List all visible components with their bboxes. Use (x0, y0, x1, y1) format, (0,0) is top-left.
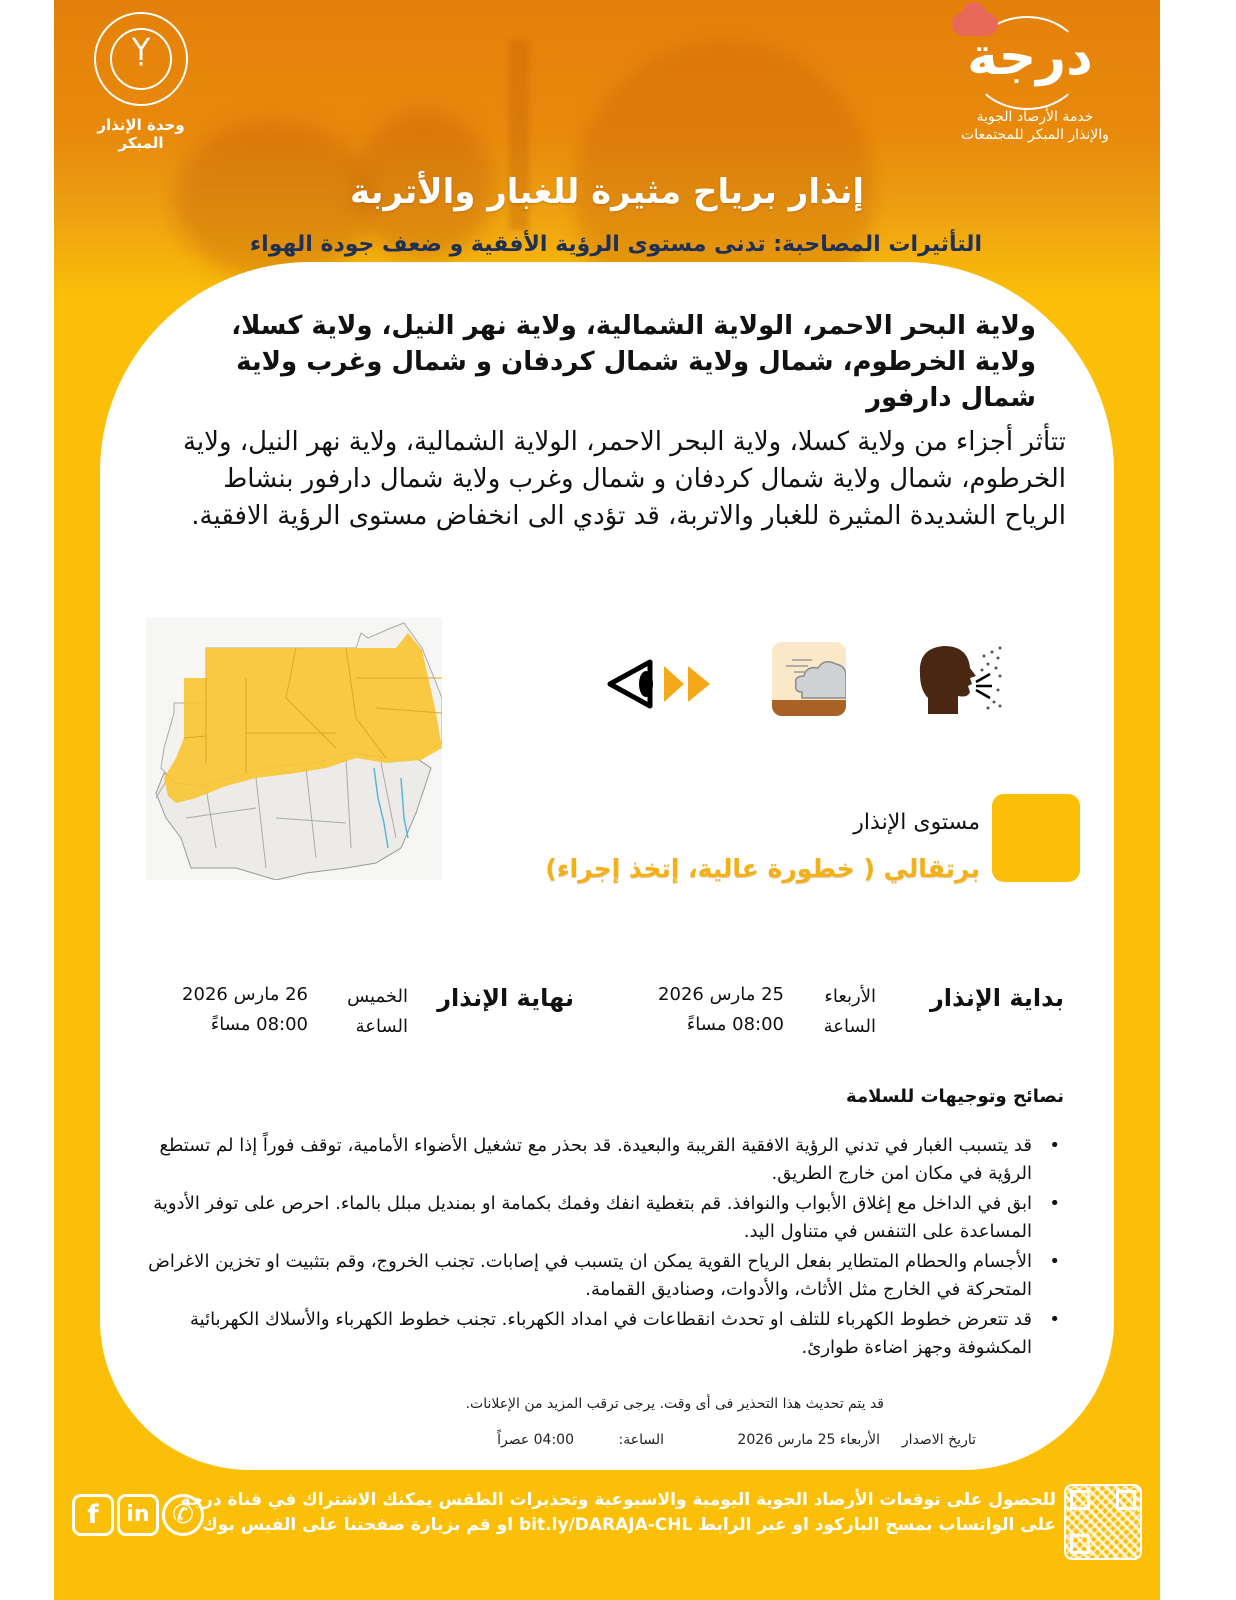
issue-date-value: الأربعاء 25 مارس 2026 (737, 1432, 880, 1448)
warning-title: إنذار برياح مثيرة للغبار والأتربة (349, 172, 865, 212)
meteorological-authority-logo (76, 12, 206, 152)
subscription-footer (54, 1478, 1160, 1578)
warning-period (100, 980, 1114, 1050)
end-day: الخميس (347, 986, 408, 1007)
daraja-brand: درجة (967, 27, 1093, 87)
social-icons (72, 1494, 207, 1540)
safety-advice-title: نصائح وتوجيهات للسلامة (846, 1086, 1064, 1107)
safety-advice-list (140, 1132, 1064, 1364)
associated-effects: التأثيرات المصاحبة: تدنى مستوى الرؤية الأفقية و ضعف جودة الهواء (249, 232, 982, 257)
affected-regions: ولاية البحر الاحمر، الولاية الشمالية، ولاية نهر النيل، ولاية كسلا، ولاية الخرطوم، شمال ولاية شمال كردفان و شمال وغرب ولاية شمال دارفور (231, 311, 1036, 413)
footer-text (181, 1488, 1056, 1538)
start-date: 25 مارس 2026 (658, 984, 784, 1005)
whatsapp-icon[interactable]: ✆ (162, 1494, 204, 1536)
footer-line1: للحصول على توقعات الأرصاد الجوية اليومية والاسبوعية وتحذيرات الطقس يمكنك الاشتراك في قناة درجة (180, 1490, 1056, 1510)
end-heading: نهاية الإنذار (437, 984, 574, 1012)
end-time-label: الساعة (355, 1016, 408, 1037)
warning-poster (54, 0, 1160, 1600)
advice-item: • قد تتعرض خطوط الكهرباء للتلف او تحدث انقطاعات في امداد الكهرباء. تجنب خطوط الكهرباء والأسلاك الكهربائية المكشوفة وجهز اضاءة طوارئ. (140, 1306, 1032, 1362)
warning-level-label: مستوى الإنذار (853, 810, 980, 835)
issue-date-label: تاريخ الاصدار (901, 1432, 976, 1448)
content-card (100, 262, 1114, 1470)
impact-description: تتأثر أجزاء من ولاية كسلا، ولاية البحر الاحمر، الولاية الشمالية، ولاية نهر النيل، ولاية الخرطوم، شمال ولاية شمال كردفان و شمال وغرب ولاية شمال دارفور بنشاط الرياح الشديدة المثيرة للغبار والاتربة، قد تؤدي الى انخفاض مستوى الرؤية الافقية. (182, 427, 1066, 531)
start-heading: بداية الإنذار (929, 984, 1064, 1012)
end-time: 08:00 مساءً (210, 1014, 308, 1035)
sudan-warning-map (146, 618, 442, 880)
advice-item: • قد يتسبب الغبار في تدني الرؤية الافقية القريبة والبعيدة. قد بحذر مع تشغيل الأضواء الأمامية، توقف فوراً إذا لم تستطع الرؤية في مكان امن خارج الطريق. (140, 1132, 1032, 1188)
warning-level-swatch (992, 794, 1080, 882)
warning-level-value: برتقالي ( خطورة عالية، إتخذ إجراء) (545, 854, 980, 883)
issue-info (100, 1432, 1114, 1452)
start-day: الأربعاء (824, 986, 876, 1007)
end-date: 26 مارس 2026 (182, 984, 308, 1005)
channel-link[interactable]: bit.ly/DARAJA-CHL (519, 1515, 693, 1535)
daraja-subtitle: خدمة الأرصاد الجوية والإنذار المبكر للمجتمعات (961, 109, 1109, 143)
issue-time-value: 04:00 عصراً (497, 1432, 574, 1448)
start-time: 08:00 مساءً (686, 1014, 784, 1035)
footer-line2: على الواتساب بمسح الباركود او عبر الرابط bit.ly/DARAJA-CHL او قم بزيارة صفحتنا على الفيس بوك (202, 1515, 1056, 1535)
advice-item: • ابق في الداخل مع إغلاق الأبواب والنوافذ. قم بتغطية انفك وفمك بكمامة او بمنديل مبلل بالماء. احرص على توفر الأدوية المساعدة على التنفس في متناول اليد. (140, 1190, 1032, 1246)
start-time-label: الساعة (823, 1016, 876, 1037)
advice-item: • الأجسام والحطام المتطاير بفعل الرياح القوية يمكن ان يتسبب في إصابات. تجنب الخروج، وقم بتثبيت او تخزين الاغراض المتحركة في الخارج مثل الأثاث، والأدوات، وصناديق القمامة. (140, 1248, 1032, 1304)
update-note: قد يتم تحديث هذا التحذير فى أى وقت. يرجى ترقب المزيد من الإعلانات. (465, 1396, 884, 1412)
early-warning-unit-label: وحدة الإنذار المبكر (97, 116, 185, 152)
linkedin-icon[interactable]: in (117, 1494, 159, 1536)
facebook-icon[interactable]: f (72, 1494, 114, 1536)
dust-storm-icon (772, 642, 846, 716)
daraja-logo (940, 12, 1130, 144)
qr-code[interactable] (1064, 1484, 1142, 1560)
issue-time-label: الساعة: (618, 1432, 664, 1448)
seal-icon: Ỵ (94, 12, 188, 106)
coughing-person-icon (914, 644, 1002, 716)
reduced-visibility-icon (606, 654, 718, 714)
